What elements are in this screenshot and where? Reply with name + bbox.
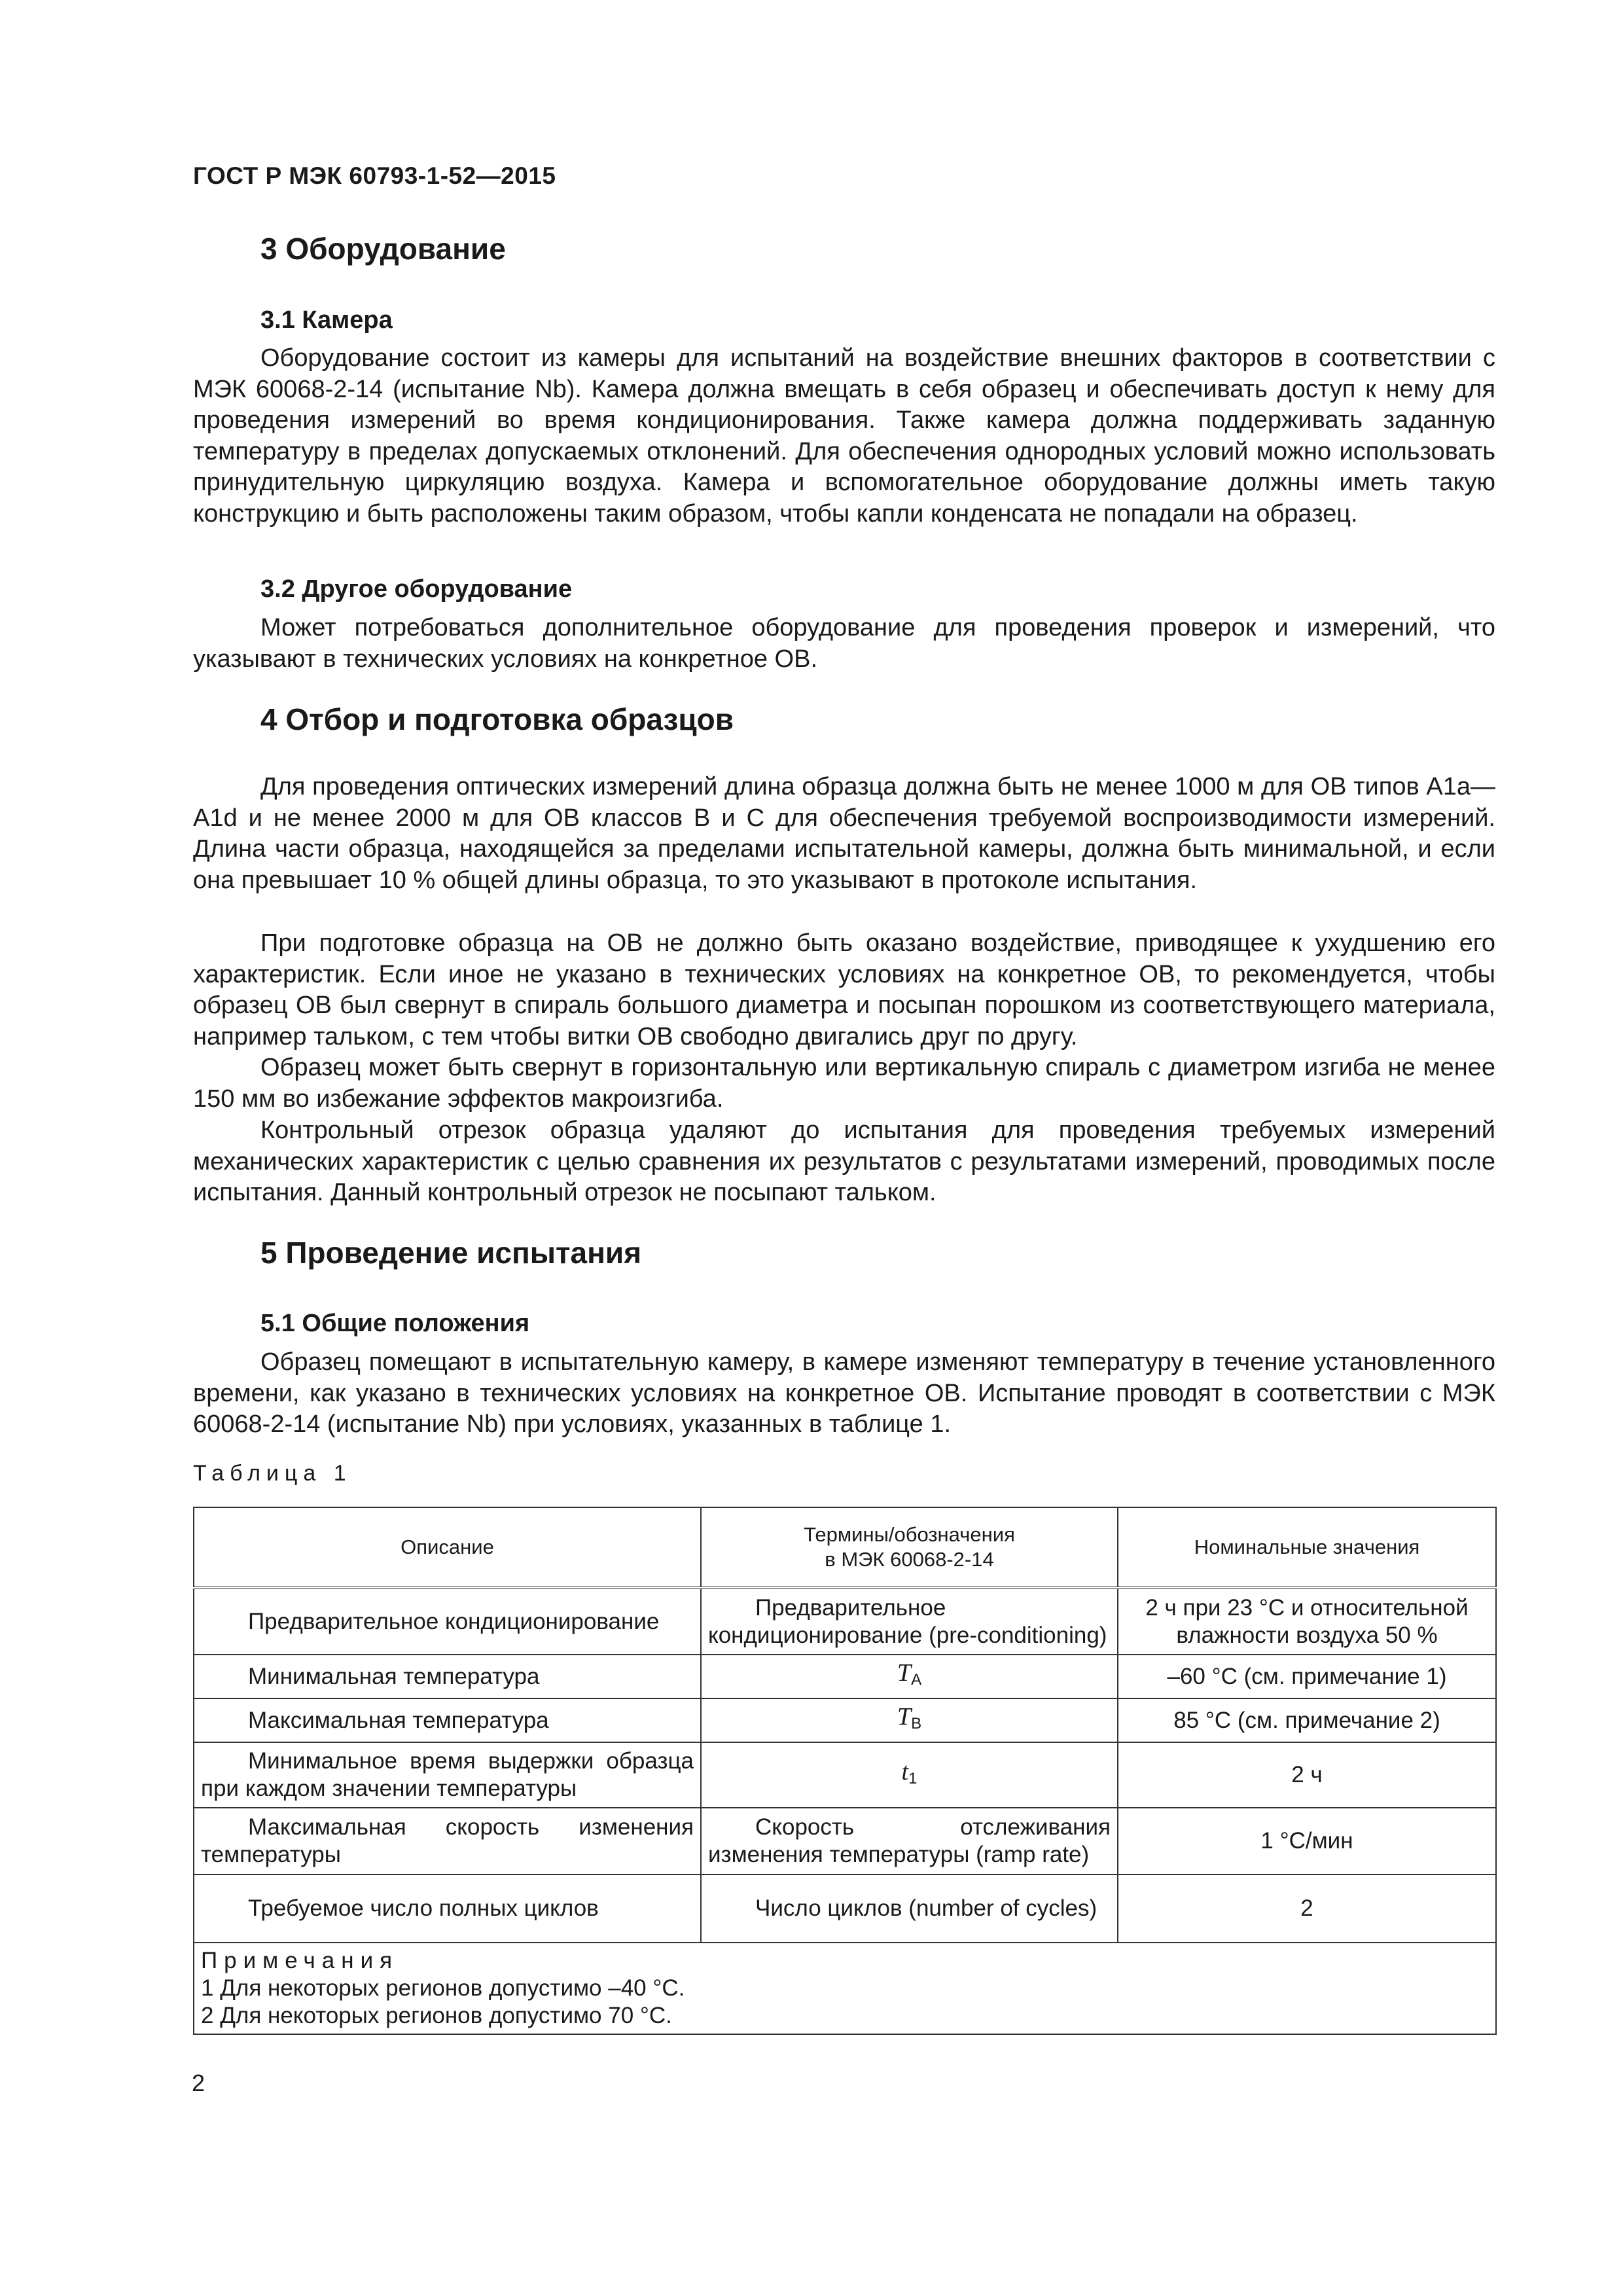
term-subscript: B [911,1715,922,1732]
row-term [701,1655,1118,1698]
standard-header: ГОСТ Р МЭК 60793-1-52—2015 [193,162,556,189]
table-row [194,1588,1496,1655]
row-term [701,1698,1118,1742]
row-value: –60 °С (см. примечание 1) [1118,1655,1496,1698]
section-4-paragraph: Для проведения оптических измерений длина образца должна быть не менее 1000 м для ОВ типов A1a—A1d и не менее 2000 м для ОВ классов В и С для обеспечения требуемой воспроизводимости измерений. Длина части образца, находящейся за пределами испытательной камеры, должна быть минимальной, и если она превышает 10 % общей длины образца, то это указывают в протоколе испытания. [193,773,1495,894]
row-term [701,1742,1118,1808]
conditions-table [193,1507,1497,2035]
section-4-paragraph: Образец может быть свернут в горизонтальную или вертикальную спираль с диаметром изгиба не менее 150 мм во избежание эффектов макроизгиба. [193,1054,1495,1113]
table-caption: Таблица 1 [193,1461,352,1486]
row-description: Максимальная температура [194,1698,701,1742]
section-3-1-heading: 3.1 Камера [260,306,393,334]
section-4-paragraph: При подготовке образца на ОВ не должно быть оказано воздействие, приводящее к ухудшению его характеристик. Если иное не указано в технических условиях на конкретное ОВ, то рекомендуется, чтобы образец ОВ был свернут в спираль большого диаметра и посыпан порошком из соответствующего материала, например тальком, с тем чтобы витки ОВ свободно двигались друг по другу. [193,929,1495,1050]
note-item: 1 Для некоторых регионов допустимо –40 °С. [201,1975,685,2001]
section-4-heading: 4 Отбор и подготовка образцов [260,702,734,736]
row-term: Предварительное кондиционирование (pre-conditioning) [701,1588,1118,1655]
section-5-heading: 5 Проведение испытания [260,1236,642,1270]
column-header: Номинальные значения [1118,1507,1496,1588]
column-header-line: Термины/обозначения в МЭК 60068-2-14 [804,1523,1015,1571]
table-row [194,1655,1496,1698]
term-symbol: T [897,1659,912,1687]
term-symbol: t [901,1757,909,1785]
section-5-1-text: Образец помещают в испытательную камеру, в камере изменяют температуру в течение установленного времени, как указано в технических условиях на конкретное ОВ. Испытание проводят в соответствии с МЭК 60068-2-14 (испытание Nb) при условиях, указанных в таблице 1. [193,1348,1495,1438]
term-symbol: T [897,1703,912,1731]
row-value: 2 ч [1118,1742,1496,1808]
table-header-row [194,1507,1496,1588]
row-description: Минимальная температура [194,1655,701,1698]
row-value: 2 ч при 23 °С и относительной влажности воздуха 50 % [1118,1588,1496,1655]
table-row [194,1808,1496,1874]
row-description: Предварительное кондиционирование [194,1588,701,1655]
term-subscript: 1 [908,1769,918,1787]
notes-title: Примечания [201,1948,399,1973]
row-term: Скорость отслеживания изменения температуры (ramp rate) [701,1808,1118,1874]
table-notes-row [194,1943,1496,2034]
table-row [194,1742,1496,1808]
row-description: Максимальная скорость изменения температуры [194,1808,701,1874]
row-value: 85 °С (см. примечание 2) [1118,1698,1496,1742]
row-value: 2 [1118,1874,1496,1943]
table-row [194,1874,1496,1943]
table-notes [194,1943,1496,2034]
section-3-2-heading: 3.2 Другое оборудование [260,575,573,603]
row-description: Требуемое число полных циклов [194,1874,701,1943]
column-header: Описание [194,1507,701,1588]
note-item: 2 Для некоторых регионов допустимо 70 °С. [201,2003,672,2028]
row-description: Минимальное время выдержки образца при каждом значении температуры [194,1742,701,1808]
column-header [701,1507,1118,1588]
section-3-1-text: Оборудование состоит из камеры для испытаний на воздействие внешних факторов в соответствии с МЭК 60068-2-14 (испытание Nb). Камера должна вмещать в себя образец и обеспечивать доступ к нему для проведения измерений во время кондиционирования. Также камера должна поддерживать заданную температуру в пределах допускаемых отклонений. Для обеспечения однородных условий можно использовать принудительную циркуляцию воздуха. Камера и вспомогательное оборудование должны иметь такую конструкцию и быть расположены таким образом, чтобы капли конденсата не попадали на образец. [193,344,1495,528]
page-number: 2 [192,2070,205,2096]
row-value: 1 °С/мин [1118,1808,1496,1874]
table-row [194,1698,1496,1742]
section-3-heading: 3 Оборудование [260,232,506,266]
section-3-2-text: Может потребоваться дополнительное оборудование для проведения проверок и измерений, что указывают в технических условиях на конкретное ОВ. [193,614,1495,673]
term-subscript: A [911,1671,922,1689]
section-5-1-heading: 5.1 Общие положения [260,1310,530,1337]
section-4-paragraph: Контрольный отрезок образца удаляют до испытания для проведения требуемых измерений механических характеристик с целью сравнения их результатов с результатами измерений, проводимых после испытания. Данный контрольный отрезок не посыпают тальком. [193,1117,1495,1206]
row-term: Число циклов (number of cycles) [701,1874,1118,1943]
